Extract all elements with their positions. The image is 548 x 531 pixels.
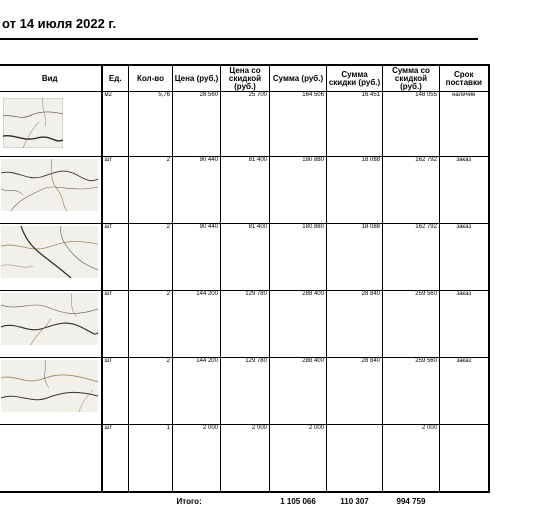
product-image-cell [0, 291, 102, 358]
cell-sum: 164 506 [270, 92, 327, 157]
product-image-cell [0, 157, 102, 224]
cell-delivery: заказ [440, 224, 489, 291]
cell-sum-discounted: 162 792 [383, 157, 440, 224]
marble-slab-image [1, 293, 98, 345]
cell-delivery: заказ [440, 291, 489, 358]
header-delivery: Срок поставки [440, 65, 489, 92]
cell-unit: шт [102, 291, 129, 358]
cell-unit: м2 [102, 92, 129, 157]
cell-price: 90 440 [173, 157, 221, 224]
cell-price-discount: 25 700 [221, 92, 270, 157]
cell-sum-discounted: 259 560 [383, 291, 440, 358]
marble-slab-image [1, 159, 98, 211]
cell-delivery [440, 425, 489, 493]
cell-sum-discounted: 148 055 [383, 92, 440, 157]
cell-unit: шт [102, 157, 129, 224]
product-image-cell [0, 92, 102, 157]
total-row [0, 492, 489, 509]
cell-qty: 5,76 [129, 92, 173, 157]
product-image-cell [0, 224, 102, 291]
header-qty: Кол-во [129, 65, 173, 92]
product-image-cell [0, 425, 102, 493]
cell-price-discount: 81 400 [221, 224, 270, 291]
cell-price-discount: 129 780 [221, 291, 270, 358]
cell-unit: шт [102, 358, 129, 425]
cell-sum-discounted: 162 792 [383, 224, 440, 291]
table-row [0, 425, 489, 493]
cell-qty: 2 [129, 358, 173, 425]
cell-sum-discounted: 259 560 [383, 358, 440, 425]
cell-discount-sum: 16 451 [327, 92, 383, 157]
table-row [0, 157, 489, 224]
cell-sum: 288 400 [270, 291, 327, 358]
marble-slab-image [1, 226, 98, 278]
total-discount-sum: 110 307 [340, 496, 369, 506]
table-row [0, 92, 489, 157]
cell-discount-sum: 18 088 [327, 224, 383, 291]
cell-sum: 180 880 [270, 224, 327, 291]
header-price-discount: Цена со скидкой (руб.) [221, 65, 270, 92]
cell-qty: 2 [129, 224, 173, 291]
total-sum: 1 105 066 [280, 496, 316, 506]
total-sum-discounted: 994 759 [396, 496, 426, 506]
cell-delivery: наличие [440, 92, 489, 157]
marble-slab-image [1, 360, 98, 412]
cell-price: 144 200 [173, 358, 221, 425]
cell-discount-sum [327, 425, 383, 493]
cell-qty: 2 [129, 157, 173, 224]
cell-discount-sum: 18 088 [327, 157, 383, 224]
header-unit: Ед. [102, 65, 129, 92]
total-label: Итого: [176, 496, 202, 506]
header-discount-sum: Сумма скидки (руб.) [327, 65, 383, 92]
table-row [0, 224, 489, 291]
cell-delivery: заказ [440, 358, 489, 425]
table-row [0, 358, 489, 425]
cell-qty: 2 [129, 291, 173, 358]
cell-sum: 288 400 [270, 358, 327, 425]
cell-price: 2 000 [173, 425, 221, 493]
cell-price: 90 440 [173, 224, 221, 291]
cell-unit: шт [102, 224, 129, 291]
table-row [0, 291, 489, 358]
cell-discount-sum: 28 840 [327, 358, 383, 425]
product-image-cell [0, 358, 102, 425]
cell-price-discount: 129 780 [221, 358, 270, 425]
header-sum: Сумма (руб.) [270, 65, 327, 92]
cell-price-discount: 81 400 [221, 157, 270, 224]
cell-delivery: заказ [440, 157, 489, 224]
cell-price-discount: 2 000 [221, 425, 270, 493]
header-row [0, 65, 489, 92]
header-price: Цена (руб.) [173, 65, 221, 92]
cell-unit: шт [102, 425, 129, 493]
cell-discount-sum: 28 840 [327, 291, 383, 358]
cell-sum: 180 880 [270, 157, 327, 224]
order-table [0, 64, 490, 509]
document-title: от 14 июля 2022 г. [2, 16, 117, 31]
header-view: Вид [0, 65, 102, 92]
header-sum-discounted: Сумма со скидкой (руб.) [383, 65, 440, 92]
cell-price: 28 560 [173, 92, 221, 157]
marble-tile-image [3, 98, 63, 148]
cell-sum: 2 000 [270, 425, 327, 493]
cell-sum-discounted: 2 000 [383, 425, 440, 493]
cell-qty: 1 [129, 425, 173, 493]
cell-price: 144 200 [173, 291, 221, 358]
title-underline [0, 38, 478, 40]
